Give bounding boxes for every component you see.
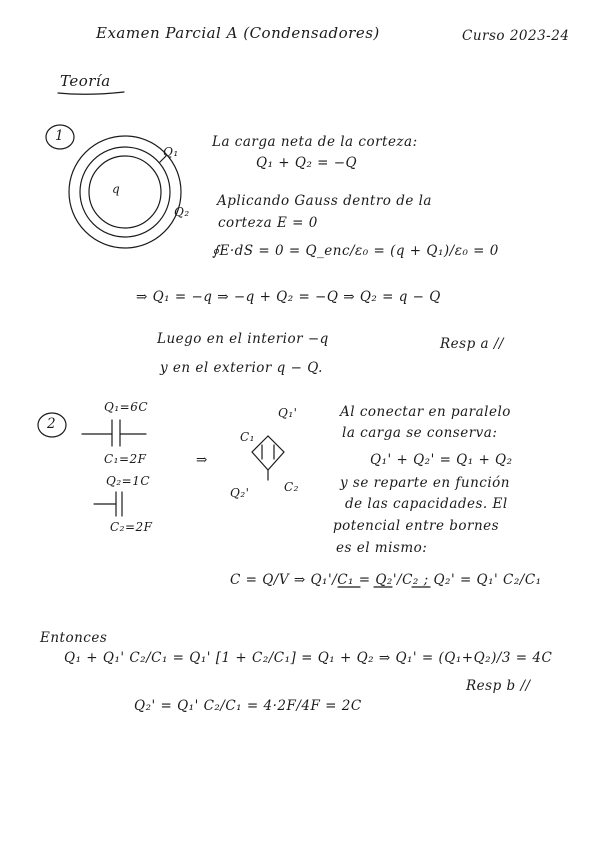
fig-label-q2: Q₂ [174, 205, 190, 219]
connect-arrow: ⇒ [196, 452, 208, 468]
shell-inner-circle [80, 147, 170, 237]
q1-line-2: Q₁ + Q₂ = −Q [256, 155, 358, 171]
section-underline [58, 92, 124, 94]
c1-label: C₁=2F [104, 452, 147, 466]
q1-line-8: y en el exterior q − Q. [160, 360, 323, 376]
q2-line-8: C = Q/V ⇒ Q₁'/C₁ = Q₂'/C₂ ; Q₂' = Q₁' C₂/C₁ [230, 572, 542, 588]
section-title: Teoría [60, 72, 111, 90]
q2-answer: Resp b // [466, 678, 531, 694]
q2-line-7: es el mismo: [336, 540, 428, 556]
core-circle [89, 156, 161, 228]
c1-charge: Q₁=6C [104, 400, 149, 414]
q1-line-1: La carga neta de la corteza: [212, 134, 418, 150]
q2-line-9: Q₁ + Q₁' C₂/C₁ = Q₁' [1 + C₂/C₁] = Q₁ + Q₂ ⇒ Q₁' = (Q₁+Q₂)/3 = 4C [64, 650, 553, 666]
q2-then-label: Entonces [40, 630, 108, 646]
q2-number: 2 [47, 416, 57, 432]
q1-line-3: Aplicando Gauss dentro de la [217, 193, 432, 209]
q1-line-7: Luego en el interior −q [157, 331, 329, 347]
q2-line-2: la carga se conserva: [342, 425, 498, 441]
fig-label-c2: C₂ [284, 480, 299, 494]
course-year: Curso 2023-24 [462, 28, 570, 44]
q1-line-6: ⇒ Q₁ = −q ⇒ −q + Q₂ = −Q ⇒ Q₂ = q − Q [136, 289, 441, 305]
exam-title: Examen Parcial A (Condensadores) [96, 24, 380, 42]
q2-line-6: potencial entre bornes [333, 518, 500, 534]
q2-line-4: y se reparte en función [340, 475, 510, 491]
fig-label-q1: Q₁ [163, 145, 179, 159]
q1-line-4: corteza E = 0 [218, 215, 318, 231]
q2-line-10: Q₂' = Q₁' C₂/C₁ = 4·2F/4F = 2C [134, 698, 362, 714]
c2-charge: Q₂=1C [106, 474, 151, 488]
fig-label-q2p: Q₂' [230, 486, 250, 500]
q2-line-3: Q₁' + Q₂' = Q₁ + Q₂ [370, 452, 513, 468]
fig-label-c1: C₁ [240, 430, 255, 444]
q1-answer: Resp a // [440, 336, 504, 352]
c2-label: C₂=2F [110, 520, 153, 534]
parallel-diamond [252, 436, 284, 470]
fig-label-q1p: Q₁' [278, 406, 298, 420]
fig-label-q: q [112, 182, 121, 196]
q1-line-5: ∮E·dS = 0 = Q_enc/ε₀ = (q + Q₁)/ε₀ = 0 [212, 243, 499, 259]
q2-line-1: Al conectar en paralelo [340, 404, 511, 420]
q1-number: 1 [55, 128, 65, 144]
q2-line-5: de las capacidades. El [345, 496, 508, 512]
